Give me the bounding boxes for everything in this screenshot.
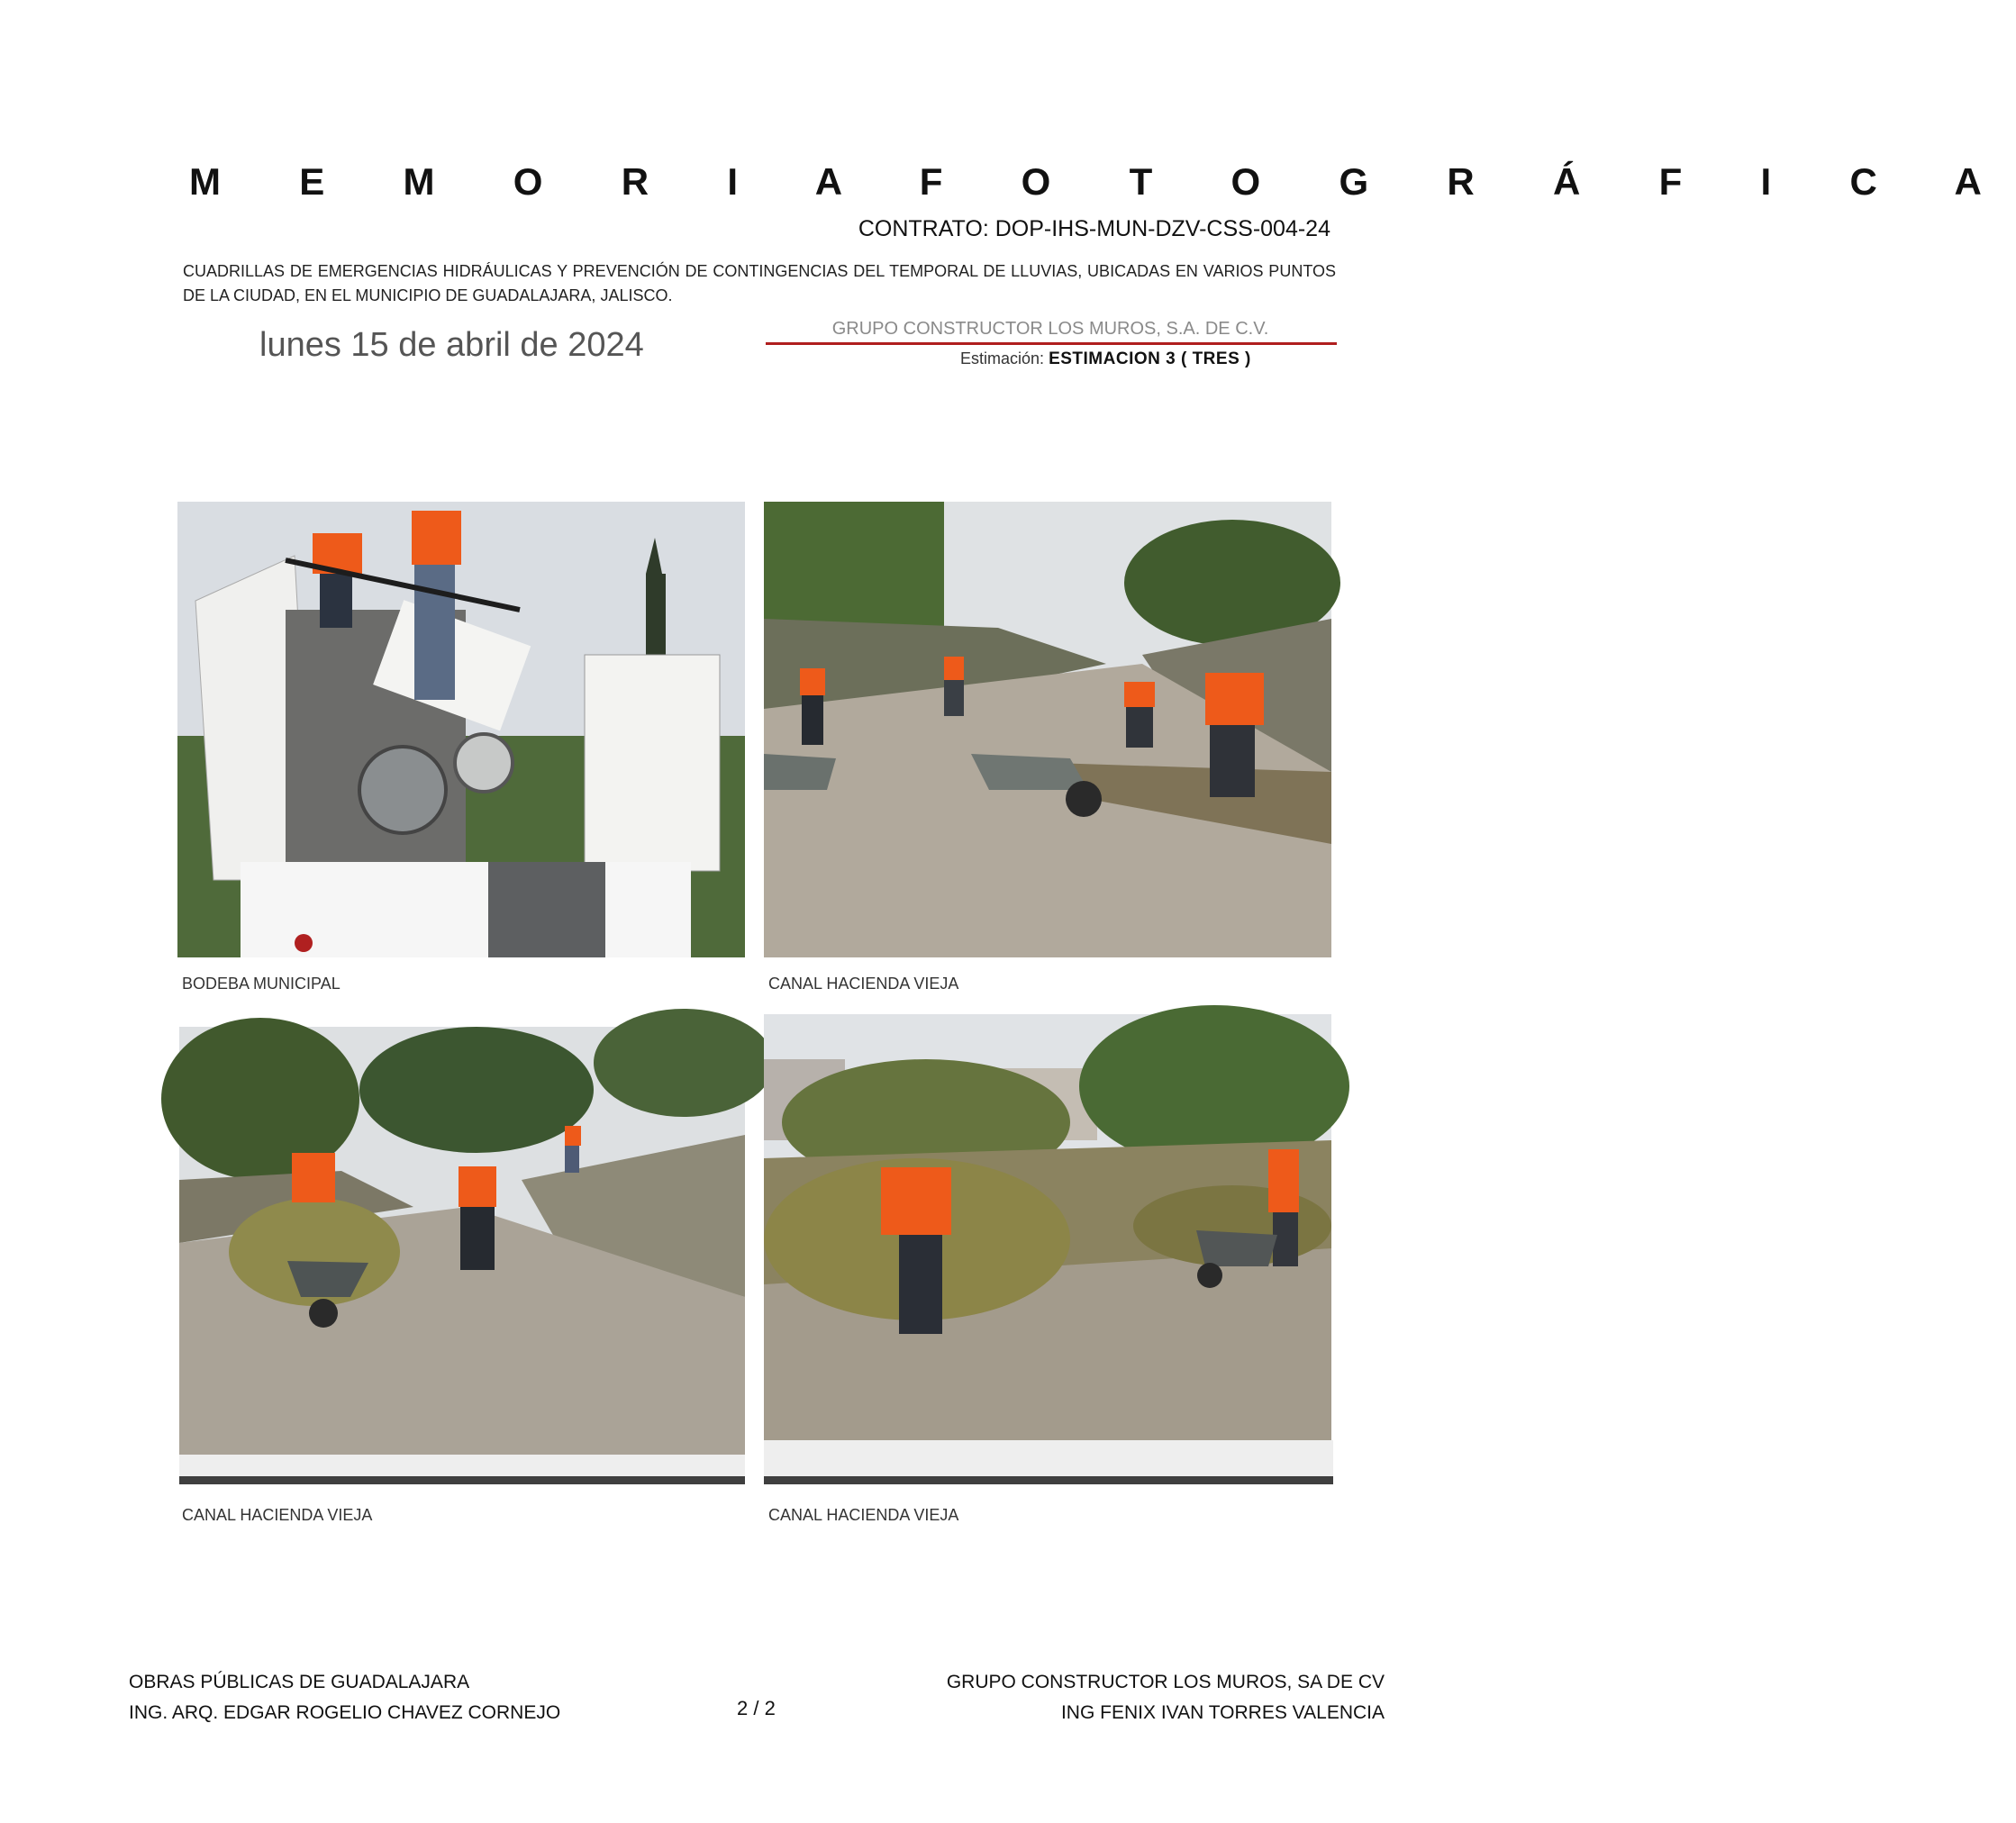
- caption-bar: [179, 1476, 745, 1484]
- caption-bar-background: [764, 1440, 1333, 1476]
- estimation-line: [960, 349, 1251, 369]
- footer-right-name: ING FENIX IVAN TORRES VALENCIA: [1060, 1702, 1385, 1723]
- photo-canal-cleaning: [764, 502, 1331, 957]
- canal-brush-removal-photo-icon: [764, 1014, 1331, 1440]
- footer-right-signature: [947, 1667, 1385, 1728]
- project-description: CUADRILLAS DE EMERGENCIAS HIDRÁULICAS Y PREVENCIÓN DE CONTINGENCIAS DEL TEMPORAL DE LLUVIAS, UBICADAS EN VARIOS PUNTOS DE LA CIUDAD, EN EL MUNICIPIO DE GUADALAJARA, JALISCO.: [183, 262, 1336, 304]
- footer-left-org: OBRAS PÚBLICAS DE GUADALAJARA: [129, 1672, 470, 1692]
- footer-right-org: GRUPO CONSTRUCTOR LOS MUROS, SA DE CV: [946, 1672, 1385, 1692]
- photo-caption: CANAL HACIENDA VIEJA: [768, 975, 959, 993]
- photo-caption: BODEBA MUNICIPAL: [182, 975, 341, 993]
- photo-canal-wheelbarrow: [179, 1027, 745, 1455]
- page-number: 2 / 2: [737, 1697, 776, 1719]
- contract-number: CONTRATO: DOP-IHS-MUN-DZV-CSS-004-24: [858, 216, 1330, 241]
- photo-truck-loading: [177, 502, 745, 957]
- estimation-label: Estimación:: [960, 349, 1045, 367]
- photo-caption: CANAL HACIENDA VIEJA: [182, 1506, 373, 1524]
- report-date: lunes 15 de abril de 2024: [259, 326, 644, 364]
- canal-cleaning-photo-icon: [764, 502, 1331, 957]
- photo-canal-brush-removal: [764, 1014, 1331, 1440]
- footer-left-name: ING. ARQ. EDGAR ROGELIO CHAVEZ CORNEJO: [129, 1702, 561, 1723]
- truck-loading-photo-icon: [177, 502, 745, 957]
- page-title: M E M O R I A F O T O G R Á F I C A: [189, 160, 2016, 203]
- caption-bar-background: [179, 1455, 745, 1476]
- contractor-name: GRUPO CONSTRUCTOR LOS MUROS, S.A. DE C.V.: [831, 319, 1269, 339]
- header-divider: [766, 342, 1337, 345]
- photo-caption: CANAL HACIENDA VIEJA: [768, 1506, 959, 1524]
- footer-left-signature: [129, 1667, 560, 1728]
- estimation-value: ESTIMACION 3 ( TRES ): [1049, 349, 1251, 368]
- caption-bar: [764, 1476, 1333, 1484]
- canal-wheelbarrow-photo-icon: [179, 1027, 745, 1455]
